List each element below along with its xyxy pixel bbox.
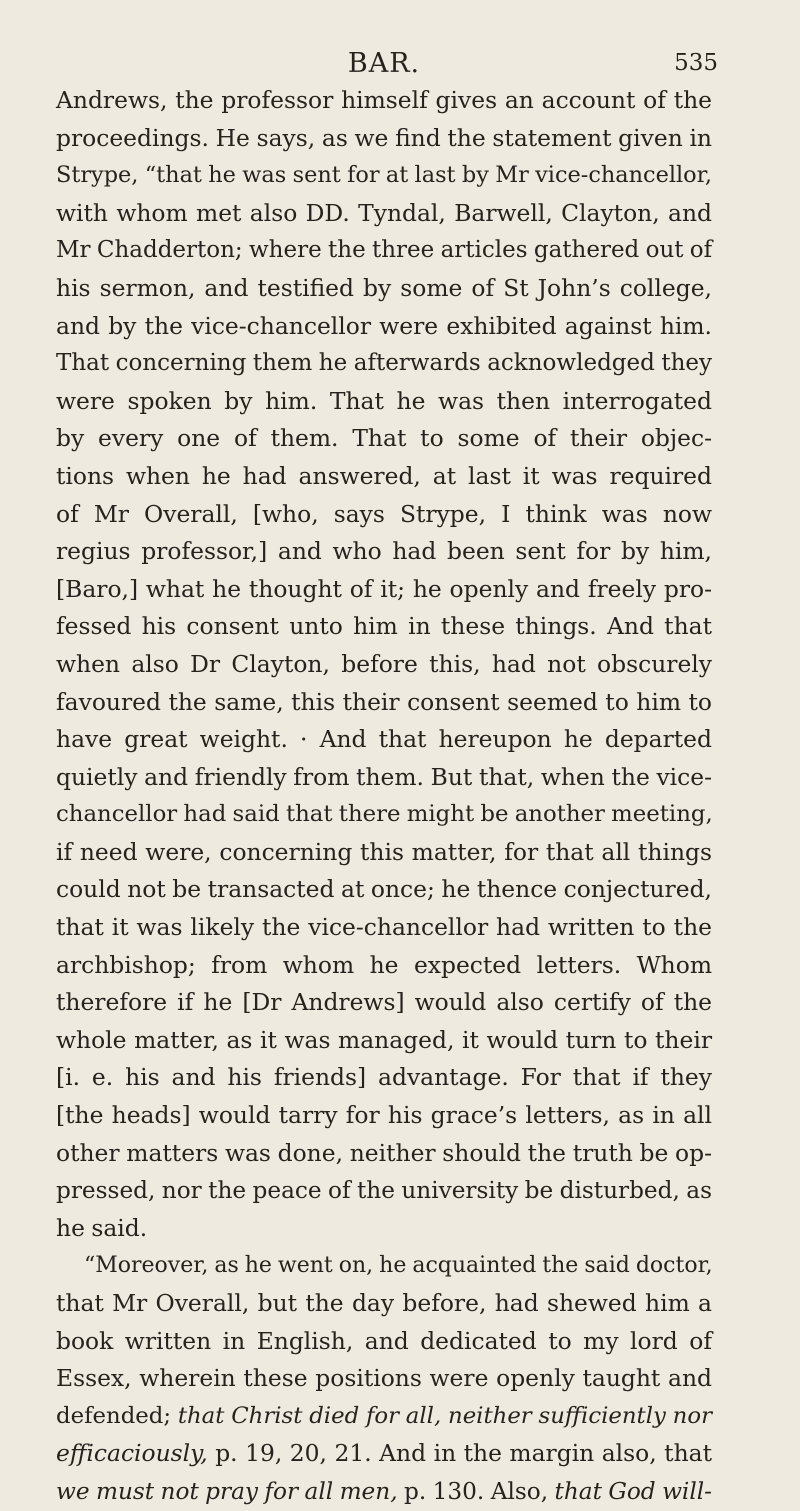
italic-quotation: efficaciously, — [56, 1439, 208, 1468]
text-line: other matters was done, neither should the truth be op- — [56, 1138, 712, 1167]
italic-quotation: we must not pray for all men, — [56, 1477, 398, 1505]
text-line: his sermon, and testified by some of St John’s college, — [56, 273, 712, 302]
text-run: defended; — [56, 1402, 178, 1429]
text-line: [the heads] would tarry for his grace’s letters, as in all — [56, 1101, 712, 1130]
text-run: p. 130. Also, — [397, 1477, 555, 1505]
italic-quotation: that God will- — [554, 1477, 713, 1505]
text-line: when also Dr Clayton, before this, had not obscurely — [56, 649, 712, 678]
text-line: regius professor,] and who had been sent for by him, — [56, 537, 712, 566]
text-line: Essex, wherein these positions were openly taught and — [56, 1364, 712, 1393]
text-run: p. 19, 20, 21. And in the margin also, that — [207, 1439, 712, 1468]
text-line: pressed, nor the peace of the university be disturbed, as — [56, 1177, 712, 1205]
text-line: favoured the same, this their consent seemed to him to — [56, 687, 712, 716]
text-line: quietly and friendly from them. But that, when the vice- — [56, 762, 712, 791]
text-line: whole matter, as it was managed, it would turn to their — [56, 1025, 712, 1054]
text-line: That concerning them he afterwards acknowledged they — [56, 350, 712, 377]
running-head — [56, 0, 718, 82]
text-line — [56, 1435, 712, 1473]
text-line: tions when he had answered, at last it was required — [56, 461, 712, 490]
text-line: by every one of them. That to some of their objec- — [56, 424, 712, 453]
text-line — [56, 1473, 712, 1511]
text-line: with whom met also DD. Tyndal, Barwell, Clayton, and — [56, 198, 712, 227]
text-line: [i. e. his and his friends] advantage. For that if they — [56, 1063, 712, 1092]
text-line: and by the vice-chancellor were exhibited against him. — [56, 311, 712, 340]
text-line: fessed his consent unto him in these things. And that — [56, 612, 712, 641]
text-line: [Baro,] what he thought of it; he openly and freely pro- — [56, 574, 712, 603]
text-line: were spoken by him. That he was then interrogated — [56, 386, 712, 415]
text-line: Mr Chadderton; where the three articles gathered out of — [56, 237, 713, 264]
text-line: Strype, “that he was sent for at last by Mr vice-chancellor, — [56, 162, 712, 189]
running-title: BAR. — [347, 48, 421, 79]
text-line: if need were, concerning this matter, for that all things — [56, 837, 712, 866]
text-line — [56, 1398, 712, 1436]
text-line: chancellor had said that there might be another meeting, — [56, 801, 713, 828]
italic-quotation: that Christ died for all, neither sufficiently nor — [177, 1402, 712, 1429]
text-line: could not be transacted at once; he thence conjectured, — [56, 875, 712, 904]
text-line: proceedings. He says, as we find the statement given in — [56, 123, 712, 152]
text-line: Andrews, the professor himself gives an account of the — [56, 86, 712, 114]
text-line: book written in English, and dedicated to my lord of — [56, 1326, 712, 1355]
text-line: therefore if he [Dr Andrews] would also certify of the — [56, 988, 712, 1017]
paragraph-first-line: “Moreover, as he went on, he acquainted the said doctor, — [84, 1253, 713, 1279]
paragraph-last-line: he said. — [56, 1213, 148, 1242]
page-number: 535 — [674, 50, 718, 76]
text-line: of Mr Overall, [who, says Strype, I think was now — [56, 499, 712, 528]
text-line: that it was likely the vice-chancellor had written to the — [56, 913, 712, 942]
text-line: archbishop; from whom he expected letters. Whom — [56, 950, 712, 979]
text-line: that Mr Overall, but the day before, had shewed him a — [56, 1289, 712, 1317]
body-text — [56, 82, 712, 1511]
text-line: have great weight. · And that hereupon he departed — [56, 725, 712, 754]
